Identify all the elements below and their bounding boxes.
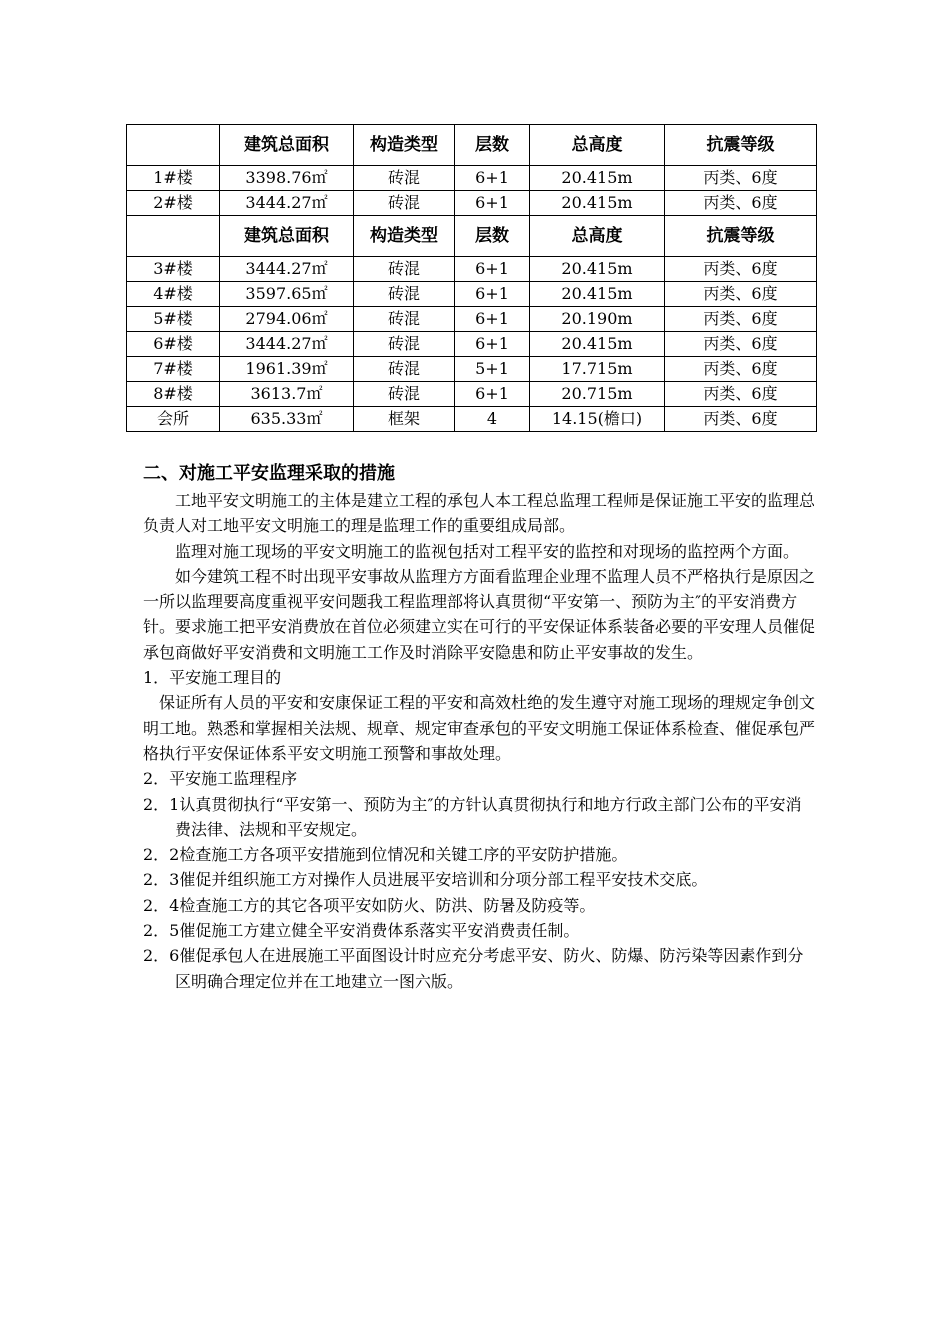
table-cell: 3444.27㎡ — [220, 257, 354, 282]
section-body — [143, 488, 815, 994]
table-row — [127, 332, 817, 357]
table-cell: 4#楼 — [127, 282, 220, 307]
table-cell: 丙类、6度 — [665, 166, 817, 191]
table-header-row — [127, 125, 817, 166]
header-cell: 抗震等级 — [665, 216, 817, 257]
header-cell: 建筑总面积 — [220, 125, 354, 166]
table-cell: 6+1 — [455, 191, 530, 216]
table-row — [127, 407, 817, 432]
table-cell: 20.190m — [530, 307, 665, 332]
paragraph: 保证所有人员的平安和安康保证工程的平安和高效杜绝的发生遵守对施工现场的理规定争创文明工地。熟悉和掌握相关法规、规章、规定审查承包的平安文明施工保证体系检查、催促承包严格执行平安保证体系平安文明施工预警和事故处理。 — [143, 693, 816, 763]
header-cell: 构造类型 — [354, 216, 455, 257]
table-cell: 会所 — [127, 407, 220, 432]
header-cell: 层数 — [455, 216, 530, 257]
table-cell: 砖混 — [354, 332, 455, 357]
table-cell: 20.415m — [530, 332, 665, 357]
header-cell: 抗震等级 — [665, 125, 817, 166]
list-item: 2．3催促并组织施工方对操作人员进展平安培训和分项分部工程平安技术交底。 — [143, 870, 708, 890]
spec-table-body — [127, 125, 817, 432]
table-row — [127, 166, 817, 191]
table-cell: 6+1 — [455, 166, 530, 191]
table-cell: 砖混 — [354, 166, 455, 191]
table-cell: 14.15(檐口) — [530, 407, 665, 432]
table-cell: 20.415m — [530, 257, 665, 282]
paragraph: 监理对施工现场的平安文明施工的监视包括对工程平安的监控和对现场的监控两个方面。 — [175, 541, 800, 561]
table-cell: 砖混 — [354, 357, 455, 382]
table-cell: 丙类、6度 — [665, 307, 817, 332]
building-spec-table — [126, 124, 817, 432]
paragraph: 如今建筑工程不时出现平安事故从监理方方面看监理企业理不监理人员不严格执行是原因之一所以监理要高度重视平安问题我工程监理部将认真贯彻“平安第一、预防为主″的平安消费方针。要求施工把平安消费放在首位必须建立实在可行的平安保证体系装备必要的平安理人员催促承包商做好平安消费和文明施工工作及时消除平安隐患和防止平安事故的发生。 — [143, 566, 816, 662]
list-item: 2．1认真贯彻执行“平安第一、预防为主″的方针认真贯彻执行和地方行政主部门公布的平安消费法律、法规和平安规定。 — [143, 794, 802, 839]
list-item: 2．6催促承包人在进展施工平面图设计时应充分考虑平安、防火、防爆、防污染等因素作到分区明确合理定位并在工地建立一图六版。 — [143, 946, 804, 991]
paragraph: 工地平安文明施工的主体是建立工程的承包人本工程总监理工程师是保证施工平安的监理总负责人对工地平安文明施工的理是监理工作的重要组成局部。 — [143, 491, 816, 536]
table-cell: 6+1 — [455, 257, 530, 282]
list-item: 2．2检查施工方各项平安措施到位情况和关键工序的平安防护措施。 — [143, 845, 628, 865]
table-cell: 17.715m — [530, 357, 665, 382]
table-cell: 6+1 — [455, 307, 530, 332]
table-cell: 3597.65㎡ — [220, 282, 354, 307]
table-cell: 3444.27㎡ — [220, 332, 354, 357]
table-cell: 2#楼 — [127, 191, 220, 216]
table-cell: 6+1 — [455, 282, 530, 307]
table-cell: 3#楼 — [127, 257, 220, 282]
table-cell: 3613.7㎡ — [220, 382, 354, 407]
table-cell: 砖混 — [354, 191, 455, 216]
table-row — [127, 382, 817, 407]
subheading: 1．平安施工理目的 — [143, 668, 282, 688]
table-cell: 4 — [455, 407, 530, 432]
table-cell: 20.715m — [530, 382, 665, 407]
header-cell: 总高度 — [530, 216, 665, 257]
table-row — [127, 257, 817, 282]
table-cell: 砖混 — [354, 257, 455, 282]
header-cell — [127, 216, 220, 257]
table-row — [127, 307, 817, 332]
list-item: 2．4检查施工方的其它各项平安如防火、防洪、防暑及防疫等。 — [143, 895, 596, 915]
table-cell: 砖混 — [354, 282, 455, 307]
subheading: 2．平安施工监理程序 — [143, 769, 298, 789]
table-cell: 丙类、6度 — [665, 407, 817, 432]
table-cell: 3398.76㎡ — [220, 166, 354, 191]
header-cell — [127, 125, 220, 166]
table-cell: 2794.06㎡ — [220, 307, 354, 332]
table-cell: 砖混 — [354, 382, 455, 407]
table-cell: 5#楼 — [127, 307, 220, 332]
table-row — [127, 191, 817, 216]
table-cell: 8#楼 — [127, 382, 220, 407]
header-cell: 构造类型 — [354, 125, 455, 166]
table-header-row — [127, 216, 817, 257]
section-title: 二、对施工平安监理采取的措施 — [143, 463, 395, 484]
table-cell: 砖混 — [354, 307, 455, 332]
header-cell: 总高度 — [530, 125, 665, 166]
table-cell: 丙类、6度 — [665, 332, 817, 357]
table-cell: 5+1 — [455, 357, 530, 382]
table-cell: 1961.39㎡ — [220, 357, 354, 382]
table-cell: 635.33㎡ — [220, 407, 354, 432]
table-cell: 6+1 — [455, 382, 530, 407]
table-row — [127, 282, 817, 307]
header-cell: 层数 — [455, 125, 530, 166]
table-cell: 框架 — [354, 407, 455, 432]
table-cell: 丙类、6度 — [665, 382, 817, 407]
table-cell: 20.415m — [530, 282, 665, 307]
table-cell: 7#楼 — [127, 357, 220, 382]
table-cell: 丙类、6度 — [665, 282, 817, 307]
table-cell: 6+1 — [455, 332, 530, 357]
table-row — [127, 357, 817, 382]
table-cell: 丙类、6度 — [665, 357, 817, 382]
header-cell: 建筑总面积 — [220, 216, 354, 257]
table-cell: 3444.27㎡ — [220, 191, 354, 216]
table-cell: 丙类、6度 — [665, 257, 817, 282]
table-cell: 20.415m — [530, 166, 665, 191]
table-cell: 1#楼 — [127, 166, 220, 191]
table-cell: 20.415m — [530, 191, 665, 216]
table-cell: 丙类、6度 — [665, 191, 817, 216]
table-cell: 6#楼 — [127, 332, 220, 357]
list-item: 2．5催促施工方建立健全平安消费体系落实平安消费责任制。 — [143, 921, 580, 941]
